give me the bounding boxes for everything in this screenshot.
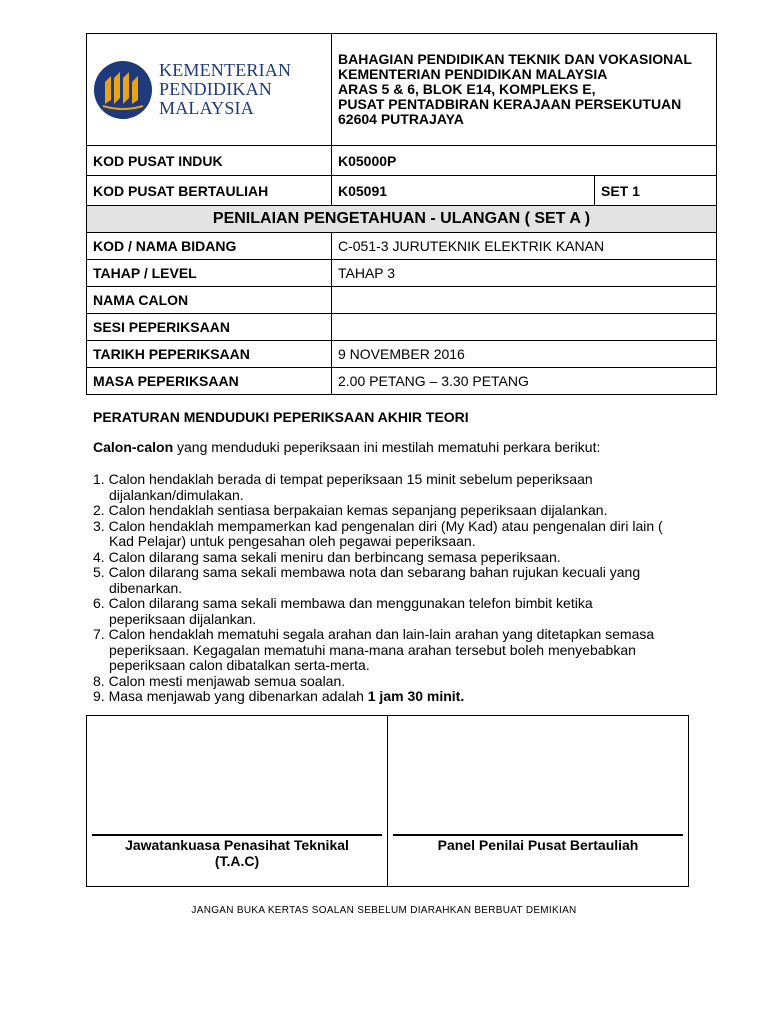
ministry-emblem-icon <box>93 60 153 120</box>
tac-signature-label <box>87 837 387 869</box>
item-number: 5. <box>93 564 105 580</box>
rules-intro <box>93 440 693 456</box>
item-text: Calon dilarang sama sekali meniru dan berbincang semasa peperiksaan. <box>108 548 561 565</box>
item-text: dibenarkan. <box>109 579 183 596</box>
logo-line-1: KEMENTERIAN <box>159 60 292 80</box>
sesi-peperiksaan-field[interactable] <box>332 314 717 341</box>
field-value: 2.00 PETANG – 3.30 PETANG <box>332 368 717 395</box>
field-label: NAMA CALON <box>87 287 332 314</box>
exam-header-table <box>86 33 717 395</box>
field-label: TAHAP / LEVEL <box>87 260 332 287</box>
list-item <box>93 674 693 690</box>
item-number: 1. <box>93 471 105 487</box>
item-text: Calon dilarang sama sekali membawa dan menggunakan telefon bimbit ketika <box>108 595 593 611</box>
item-text: peperiksaan. Kegagalan mematuhi mana-mana arahan tersebut boleh menyebabkan <box>109 641 636 658</box>
exam-title: PENILAIAN PENGETAHUAN - ULANGAN ( SET A ) <box>87 206 717 233</box>
list-item <box>93 565 693 596</box>
signature-line <box>92 834 382 836</box>
kod-pusat-bertauliah-value: K05091 <box>332 176 595 206</box>
item-number: 4. <box>93 548 105 565</box>
rules-intro-text: yang menduduki peperiksaan ini mestilah mematuhi perkara berikut: <box>173 438 601 455</box>
field-label: SESI PEPERIKSAAN <box>87 314 332 341</box>
address-line: KEMENTERIAN PENDIDIKAN MALAYSIA <box>338 66 608 82</box>
list-item <box>93 596 693 627</box>
panel-label-line: Panel Penilai Pusat Bertauliah <box>437 837 639 853</box>
logo-line-2: PENDIDIKAN <box>159 79 272 99</box>
item-text: Calon hendaklah mematuhi segala arahan dan lain-lain arahan yang ditetapkan semasa <box>108 626 655 642</box>
set-number: SET 1 <box>595 176 717 206</box>
rules-list <box>93 472 693 705</box>
item-text-bold: 1 jam 30 minit. <box>367 688 465 704</box>
item-text: Calon hendaklah mempamerkan kad pengenalan diri (My Kad) atau pengenalan diri lain ( <box>108 517 663 534</box>
list-item <box>93 689 693 705</box>
list-item <box>93 627 693 674</box>
exam-rules <box>93 410 693 705</box>
list-item <box>93 519 693 550</box>
item-text: peperiksaan dijalankan. <box>109 610 257 627</box>
field-label: KOD / NAMA BIDANG <box>87 233 332 260</box>
rules-heading: PERATURAN MENDUDUKI PEPERIKSAAN AKHIR TEORI <box>93 409 469 425</box>
field-label: TARIKH PEPERIKSAAN <box>87 341 332 368</box>
list-item <box>93 503 693 519</box>
kod-pusat-induk-label: KOD PUSAT INDUK <box>87 146 332 176</box>
field-value: 9 NOVEMBER 2016 <box>332 341 717 368</box>
kod-pusat-induk-value: K05000P <box>332 146 717 176</box>
item-number: 2. <box>93 502 105 518</box>
address-line: PUSAT PENTADBIRAN KERAJAAN PERSEKUTUAN <box>338 96 682 112</box>
tac-label-line: (T.A.C) <box>214 853 260 869</box>
panel-signature-label <box>388 837 688 853</box>
item-text: Calon hendaklah sentiasa berpakaian kemas sepanjang peperiksaan dijalankan. <box>108 502 608 518</box>
item-number: 3. <box>93 517 105 534</box>
rules-intro-bold: Calon-calon <box>93 438 174 455</box>
tac-label-line: Jawatankuasa Penasihat Teknikal <box>125 837 349 853</box>
panel-signature-area[interactable] <box>387 716 688 886</box>
address-line: BAHAGIAN PENDIDIKAN TEKNIK DAN VOKASIONAL <box>338 51 692 67</box>
field-value: TAHAP 3 <box>332 260 717 287</box>
item-number: 6. <box>93 595 105 611</box>
item-text: Calon mesti menjawab semua soalan. <box>108 672 346 689</box>
signature-box <box>86 715 689 887</box>
footer-notice: JANGAN BUKA KERTAS SOALAN SEBELUM DIARAHKAN BERBUAT DEMIKIAN <box>191 905 577 916</box>
field-value: C-051-3 JURUTEKNIK ELEKTRIK KANAN <box>332 233 717 260</box>
ministry-logo <box>93 60 325 120</box>
address-block <box>332 34 717 146</box>
item-text: Masa menjawab yang dibenarkan adalah <box>108 688 368 704</box>
kod-pusat-bertauliah-label: KOD PUSAT BERTAULIAH <box>87 176 332 206</box>
signature-line <box>393 834 683 836</box>
field-label: MASA PEPERIKSAAN <box>87 368 332 395</box>
logo-line-3: MALAYSIA <box>159 98 254 118</box>
address-line: ARAS 5 & 6, BLOK E14, KOMPLEKS E, <box>338 81 596 97</box>
logo-cell <box>87 34 332 146</box>
list-item <box>93 472 693 503</box>
nama-calon-field[interactable] <box>332 287 717 314</box>
tac-signature-area[interactable] <box>87 716 387 886</box>
item-number: 8. <box>93 672 105 689</box>
item-number: 9. <box>93 688 105 704</box>
address-line: 62604 PUTRAJAYA <box>338 111 464 127</box>
list-item <box>93 550 693 566</box>
item-text: Calon dilarang sama sekali membawa nota dan sebarang bahan rujukan kecuali yang <box>108 564 641 580</box>
item-text: Kad Pelajar) untuk pengesahan oleh pegawai peperiksaan. <box>109 533 476 549</box>
item-text: dijalankan/dimulakan. <box>109 486 244 503</box>
item-number: 7. <box>93 626 105 642</box>
item-text: peperiksaan calon dibatalkan serta-merta. <box>109 657 370 673</box>
item-text: Calon hendaklah berada di tempat peperiksaan 15 minit sebelum peperiksaan <box>108 471 593 487</box>
